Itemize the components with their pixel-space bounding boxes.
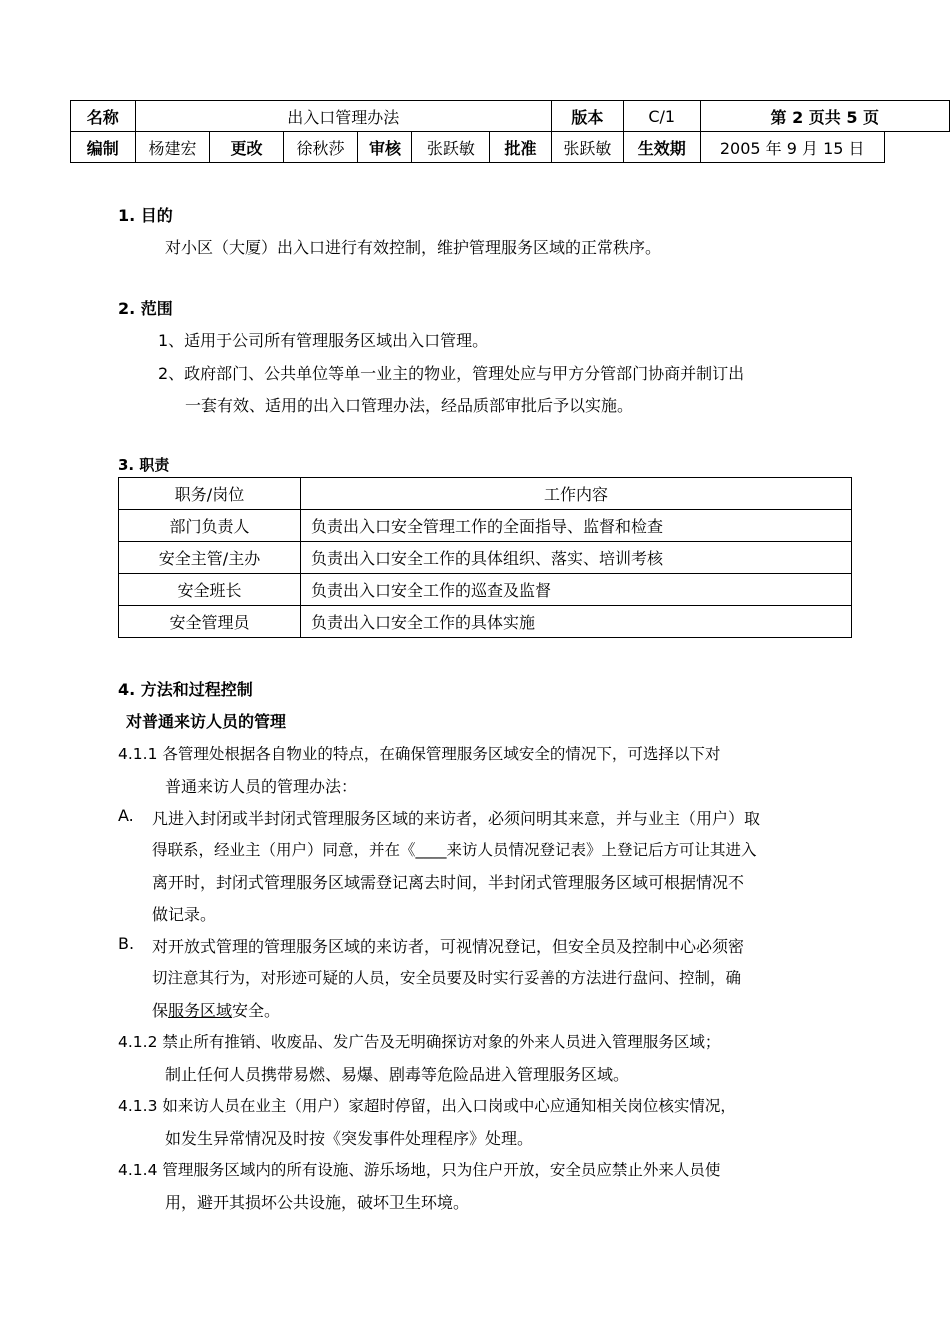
- clause-4-1-3-line-1: 4.1.3 如来访人员在业主（用户）家超时停留，出入口岗或中心应通知相关岗位核实情况，: [118, 1097, 736, 1115]
- scope-item-2-line-2: 一套有效、适用的出入口管理办法，经品质部审批后予以实施。: [185, 396, 634, 415]
- effective-date: 2005 年 9 月 15 日: [700, 132, 884, 163]
- section-1-text: 对小区（大厦）出入口进行有效控制，维护管理服务区域的正常秩序。: [165, 238, 662, 257]
- change-value: 徐秋莎: [283, 132, 358, 163]
- table-row: [119, 510, 852, 542]
- duty-position: 安全管理员: [119, 606, 301, 638]
- scope-item-2-line-1: 2、政府部门、公共单位等单一业主的物业，管理处应与甲方分管部门协商并制订出: [158, 364, 745, 383]
- duty-content: 负责出入口安全工作的具体组织、落实、培训考核: [301, 542, 852, 574]
- table-row: [119, 542, 852, 574]
- approve-value: 张跃敏: [551, 132, 623, 163]
- document-header-table: [70, 100, 950, 163]
- section-1-title: 1. 目的: [118, 206, 173, 225]
- clause-4-1-1-line-1: 4.1.1 各管理处根据各自物业的特点，在确保管理服务区域安全的情况下，可选择以下对: [118, 745, 721, 763]
- duty-position: 安全班长: [119, 574, 301, 606]
- header-row-2: [71, 132, 950, 163]
- version-value: C/1: [623, 101, 700, 132]
- duties-table: [118, 477, 852, 638]
- section-4-subtitle: 对普通来访人员的管理: [126, 712, 287, 731]
- review-label: 审核: [358, 132, 412, 163]
- item-a-line-3: 离开时，封闭式管理服务区域需登记离去时间，半封闭式管理服务区域可根据情况不: [152, 873, 745, 892]
- effective-label: 生效期: [623, 132, 700, 163]
- item-a-line-4: 做记录。: [152, 905, 217, 924]
- item-a-marker: A.: [118, 806, 134, 825]
- duties-header-content: 工作内容: [301, 478, 852, 510]
- section-4-title: 4. 方法和过程控制: [118, 680, 253, 699]
- duty-position: 安全主管/主办: [119, 542, 301, 574]
- change-label: 更改: [210, 132, 283, 163]
- clause-4-1-1-line-2: 普通来访人员的管理办法：: [165, 777, 358, 796]
- duties-header-position: 职务/岗位: [119, 478, 301, 510]
- duty-content: 负责出入口安全管理工作的全面指导、监督和检查: [301, 510, 852, 542]
- approve-label: 批准: [490, 132, 552, 163]
- clause-4-1-4-line-1: 4.1.4 管理服务区域内的所有设施、游乐场地，只为住户开放，安全员应禁止外来人员使: [118, 1161, 721, 1179]
- item-b-line-1: 对开放式管理的管理服务区域的来访者，可视情况登记，但安全员及控制中心必须密: [152, 937, 745, 956]
- clause-4-1-4-line-2: 用，避开其损坏公共设施，破坏卫生环境。: [165, 1193, 470, 1212]
- review-value: 张跃敏: [412, 132, 490, 163]
- item-b-underlined-text: 服务区域: [168, 1001, 233, 1020]
- item-a-line-2: 得联系，经业主（用户）同意，并在《____来访人员情况登记表》上登记后方可让其进入: [152, 841, 757, 859]
- page-info: 第 2 页共 5 页: [700, 101, 949, 132]
- header-empty-cell: [884, 132, 949, 163]
- item-b-line-3-post: 安全。: [232, 1001, 281, 1020]
- scope-item-1: 1、适用于公司所有管理服务区域出入口管理。: [158, 331, 489, 350]
- item-b-line-2: 切注意其行为，对形迹可疑的人员，安全员要及时实行妥善的方法进行盘问、控制，确: [152, 969, 742, 987]
- clause-4-1-2-line-1: 4.1.2 禁止所有推销、收废品、发广告及无明确探访对象的外来人员进入管理服务区域；: [118, 1033, 721, 1051]
- item-a-line-1: 凡进入封闭或半封闭式管理服务区域的来访者，必须问明其来意，并与业主（用户）取: [152, 809, 761, 828]
- item-b-line-3: [152, 998, 280, 1021]
- duty-content: 负责出入口安全工作的巡查及监督: [301, 574, 852, 606]
- table-row: [119, 606, 852, 638]
- edit-value: 杨建宏: [135, 132, 210, 163]
- header-row-1: [71, 101, 950, 132]
- table-row: [119, 574, 852, 606]
- duty-content: 负责出入口安全工作的具体实施: [301, 606, 852, 638]
- section-3-title: 3. 职责: [118, 456, 170, 474]
- clause-4-1-2-line-2: 制止任何人员携带易燃、易爆、剧毒等危险品进入管理服务区域。: [165, 1065, 630, 1084]
- clause-4-1-3-line-2: 如发生异常情况及时按《突发事件处理程序》处理。: [165, 1129, 534, 1148]
- duty-position: 部门负责人: [119, 510, 301, 542]
- version-label: 版本: [551, 101, 623, 132]
- item-b-marker: B.: [118, 934, 135, 953]
- duties-header-row: [119, 478, 852, 510]
- document-name: 出入口管理办法: [135, 101, 551, 132]
- edit-label: 编制: [71, 132, 136, 163]
- section-2-title: 2. 范围: [118, 299, 173, 318]
- name-label: 名称: [71, 101, 136, 132]
- item-b-line-3-pre: 保: [152, 1001, 169, 1020]
